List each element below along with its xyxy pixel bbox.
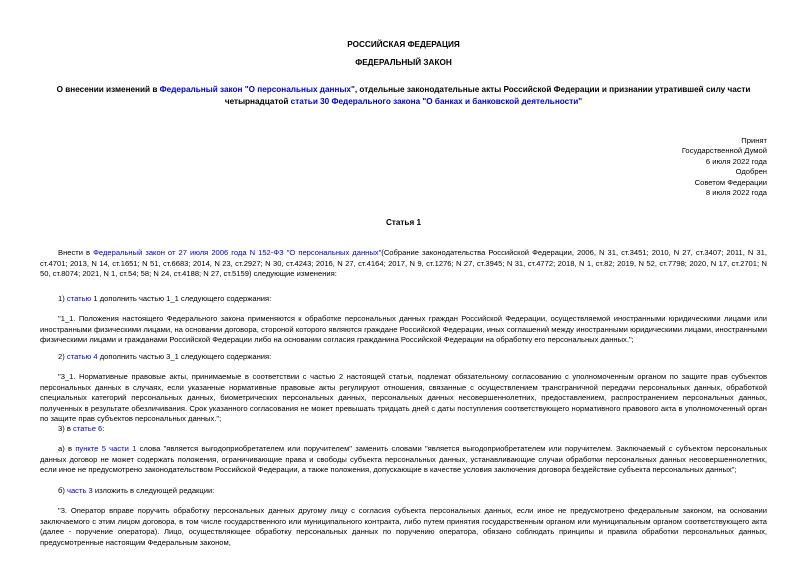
adoption-info [567, 136, 767, 198]
subitem-b-text: изложить в следующей редакции: [92, 486, 215, 495]
subitem-b-prefix: б) [58, 486, 67, 495]
link-article[interactable]: статью [66, 294, 92, 303]
paragraph-subitem-b [40, 486, 767, 497]
paragraph-intro-text-1: Внести в [58, 248, 94, 257]
adoption-line-1: Принят [741, 136, 767, 145]
item-3-text: : [102, 424, 105, 433]
paragraph-item-2 [40, 352, 767, 363]
law-title-link-personal-data[interactable]: Федеральный закон "О персональных данных" [159, 85, 355, 94]
link-clause-5-part-1[interactable]: пункте 5 части 1 [75, 444, 137, 453]
link-law-152[interactable]: Федеральный закон от 27 июля 2006 года N 152-ФЗ "О персональных данных" [93, 248, 382, 257]
item-2-number: 2) [58, 352, 67, 361]
part-3-text: "3. Оператор вправе поручить обработку персональных данных другому лицу с согласия субъекта персональных данных, если иное не предусмотрено федеральным законом, на основании заключаемого с этим лицом договора, в том числе государственного или муниципального контракта, либо путем принятия государственным органом или муниципальным органом соответствующего акта (далее - поручение оператора). Лицо, осуществляющее обработку персональных данных по поручению оператора, обязано соблюдать принципы и правила обработки персональных данных, предусмотренные настоящим Федеральным законом, [40, 506, 767, 547]
paragraph-subitem-a [40, 444, 767, 476]
paragraph-part-1-1 [40, 314, 767, 346]
part-1-1-text: "1_1. Положения настоящего Федерального закона применяются к обработке персональных данных граждан Российской Федерации, осуществляемой иностранными юридическими лицами или иностранными физическими лицами, на основании договора, стороной которого являются граждане Российской Федерации, иных соглашений между иностранными юридическими лицами, иностранными физическими лицами и гражданами Российской Федерации либо на основании согласия гражданина Российской Федерации на обработку его персональных данных."; [40, 314, 767, 345]
adoption-line-5: Советом Федерации [694, 177, 767, 187]
adoption-line-4: Одобрен [735, 167, 767, 177]
subitem-a-prefix: а) в [58, 444, 76, 453]
link-article-4[interactable]: статью 4 [66, 352, 98, 361]
item-2-text: дополнить частью 3_1 следующего содержания: [97, 352, 272, 361]
paragraph-intro [40, 248, 767, 280]
law-title-link-banks[interactable]: статьи 30 Федерального закона "О банках и банковской деятельности" [290, 97, 583, 106]
law-type-heading: ФЕДЕРАЛЬНЫЙ ЗАКОН [355, 58, 452, 67]
paragraph-part-3 [40, 506, 767, 548]
part-3-1-text: "3_1. Нормативные правовые акты, принимаемые в соответствии с частью 2 настоящей статьи, подлежат обязательному согласованию с уполномоченным органом по защите прав субъектов персональных данных в случаях, если указанные нормативные правовые акты регулируют отношения, связанные с осуществлением трансграничной передачи персональных данных, обработкой специальных категорий персональных данных, биометрических персональных данных, персональных данных несовершеннолетних, предоставлением, распространением персональных данных, полученных в результате обезличивания. Срок указанного согласования не может превышать тридцать дней с даты поступления соответствующего нормативного правового акта в уполномоченный орган по защите прав субъектов персональных данных."; [40, 372, 767, 424]
law-title-text-2: , отдельные законодательные акты Российской Федерации и признании утратившей силу части четырнадцатой [224, 85, 751, 106]
paragraph-part-3-1 [40, 372, 767, 425]
country-heading: РОССИЙСКАЯ ФЕДЕРАЦИЯ [347, 40, 460, 49]
paragraph-intro-text-2: (Собрание законодательства Российской Федерации, 2006, N 31, ст.3451; 2010, N 27, ст.3407; 2011, N 31, ст.4701; 2013, N 14, ст.1651; N 51, ст.6683; 2014, N 23, ст.2927; N 30, ст.4243; 2016, N 27, ст.4164; 2017, N 9, ст.1276; N 27, ст.3945; N 31, ст.4772; 2018, N 1, ст.82; 2019, N 52, ст.7798; 2020, N 17, ст.2701; N 50, ст.8074; 2021, N 1, ст.54; 58; N 24, ст.4188; N 27, ст.5159) следующие изменения: [40, 248, 767, 279]
law-title [40, 84, 767, 108]
article-heading: Статья 1 [385, 218, 422, 227]
law-title-text-1: О внесении изменений в [56, 85, 160, 94]
item-1-number: 1) [58, 294, 67, 303]
adoption-line-6: 8 июля 2022 года [705, 188, 767, 198]
adoption-line-3: 6 июля 2022 года [705, 156, 767, 166]
paragraph-item-3 [40, 424, 767, 435]
link-part-3[interactable]: часть 3 [67, 486, 93, 495]
item-3-number: 3) в [58, 424, 74, 433]
item-1-text: 1 дополнить частью 1_1 следующего содержания: [91, 294, 272, 303]
subitem-a-text: слова "является выгодоприобретателем или поручителем" заменить словами "является выгодоприобретателем или поручителем. Заключаемый с субъектом персональных данных договор не может содержать положения, ограничивающие права и свободы субъекта персональных данных, устанавливающие случаи обработки персональных данных несовершеннолетних, если иное не предусмотрено законодательством Российской Федерации, а также положения, допускающие в качестве условия заключения договора бездействие субъекта персональных данных"; [40, 444, 767, 475]
link-article-6[interactable]: статье 6 [73, 424, 103, 433]
paragraph-item-1 [40, 294, 767, 305]
adoption-line-2: Государственной Думой [681, 146, 767, 156]
